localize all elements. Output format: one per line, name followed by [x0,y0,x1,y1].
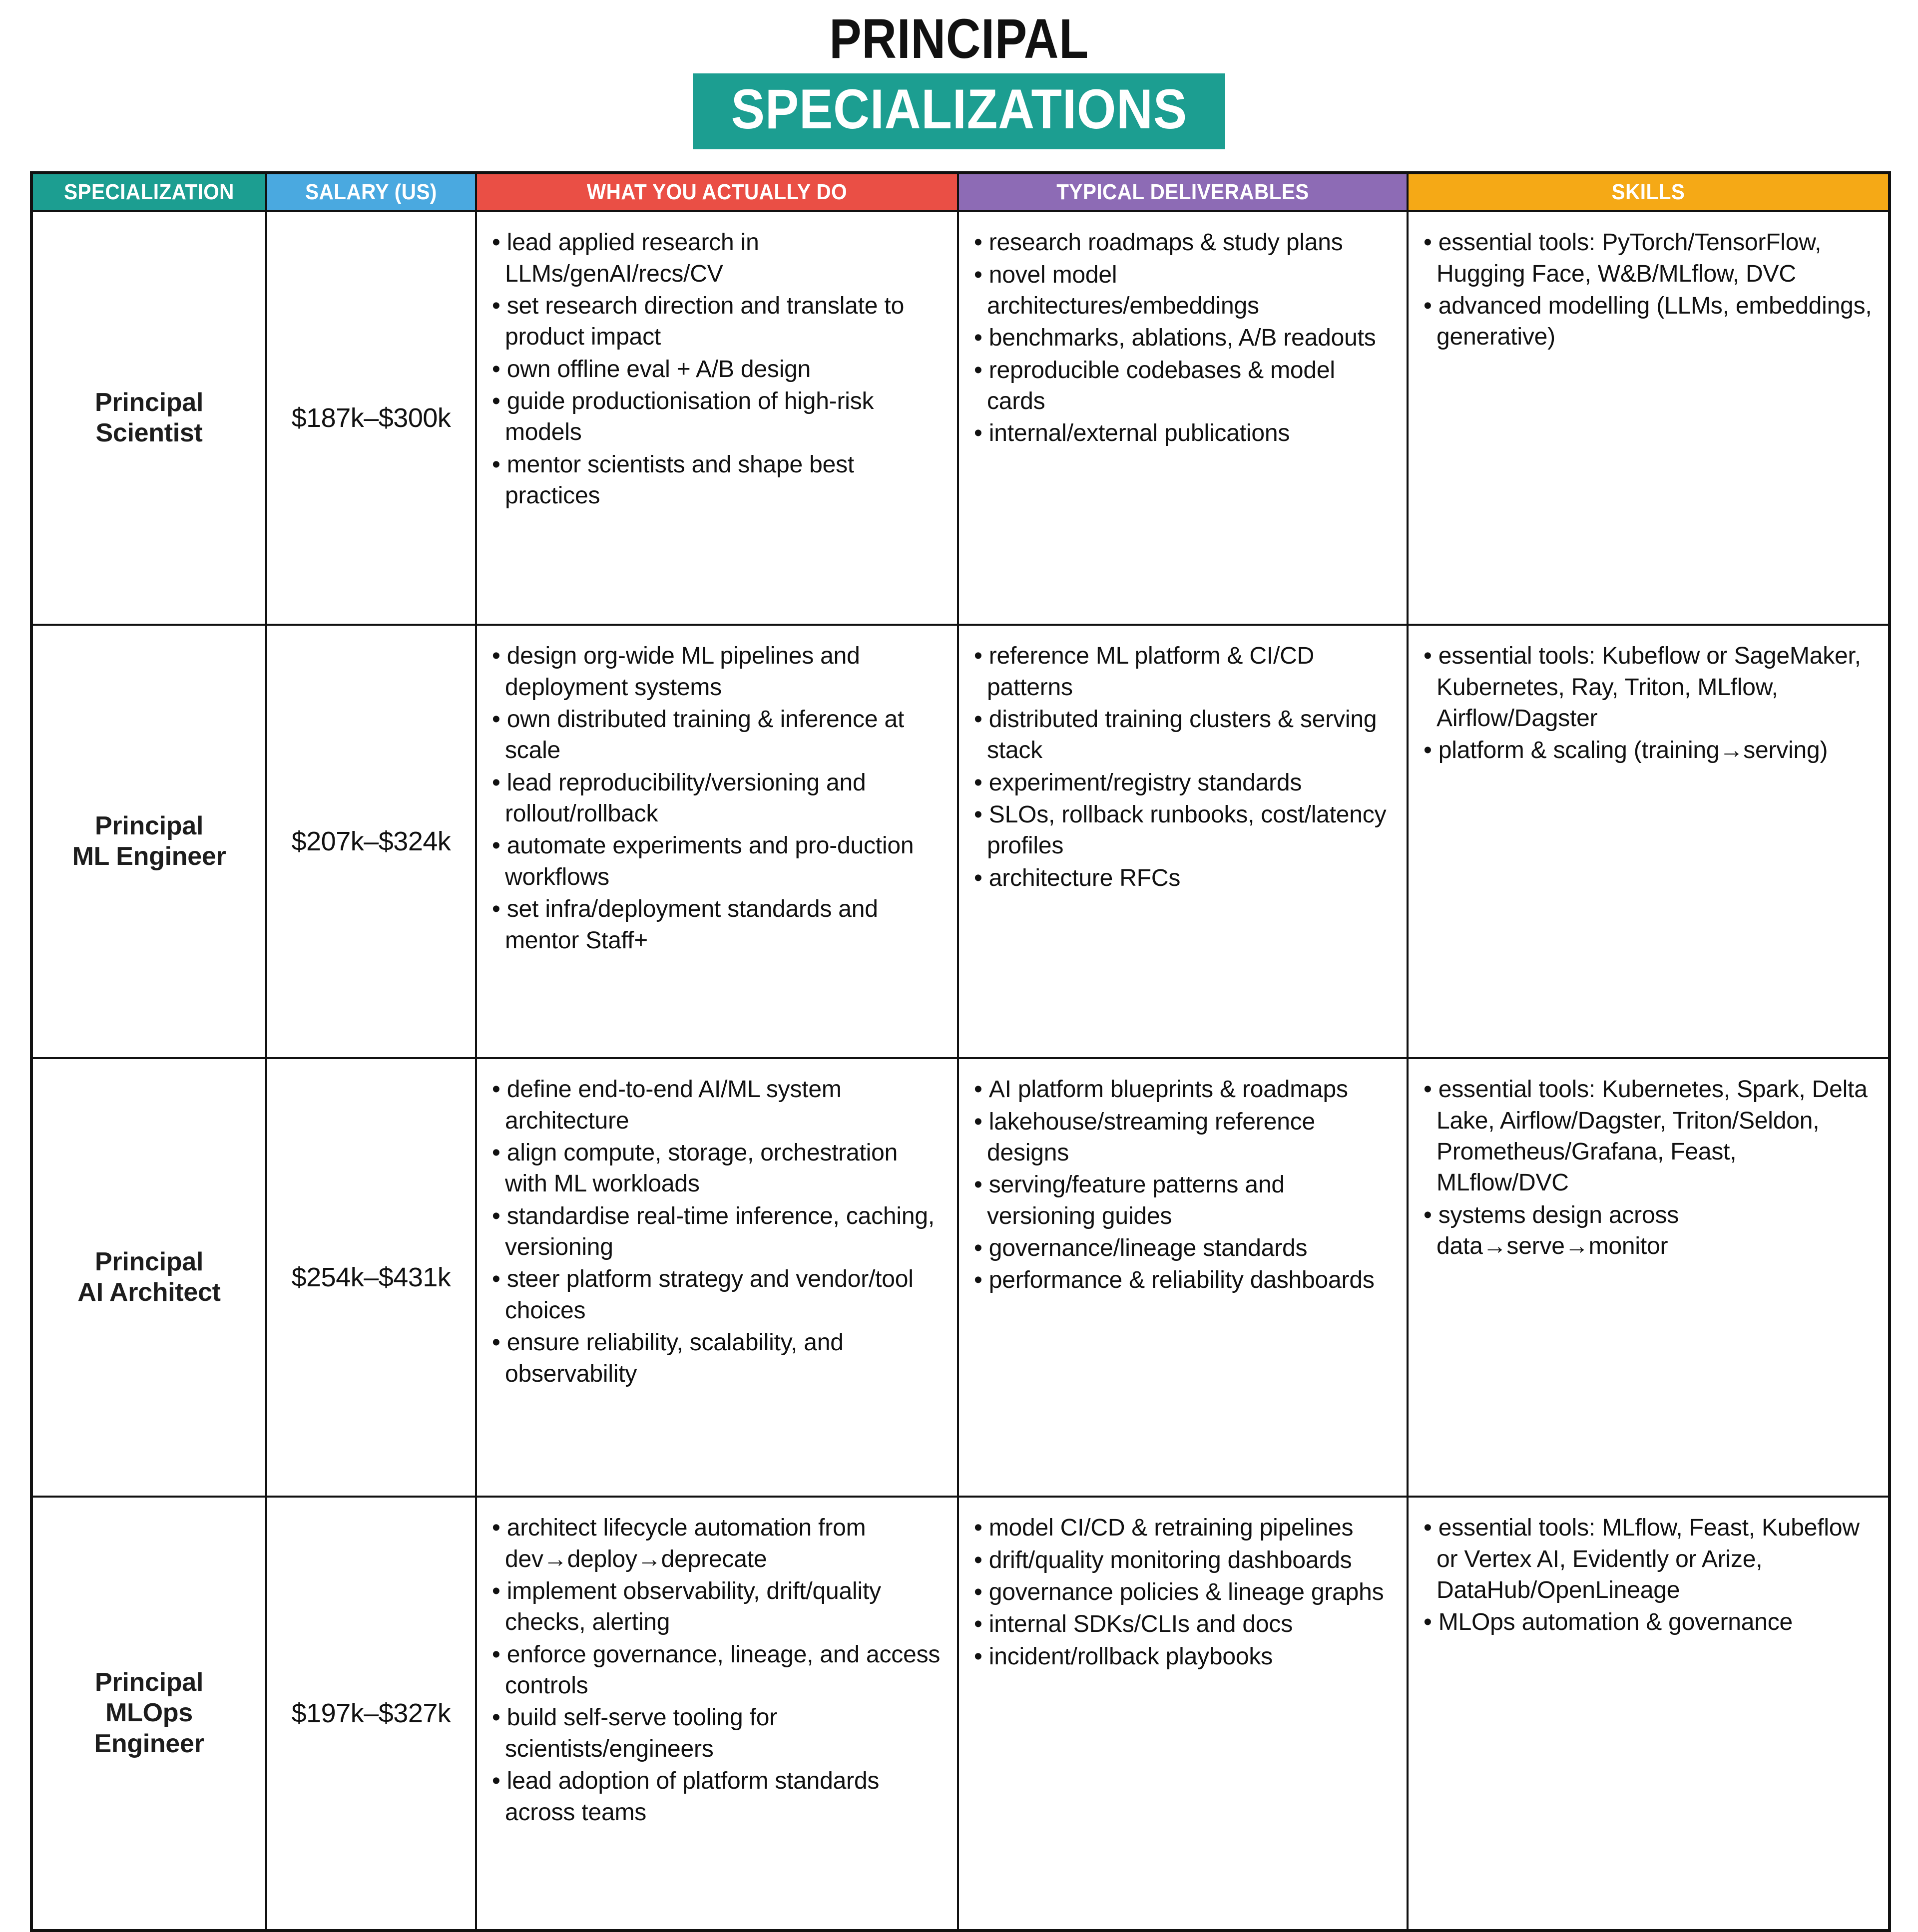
title-block [30,0,1888,149]
header-row [31,173,1890,211]
bullet-item: • SLOs, rollback runbooks, cost/latency profiles [974,799,1392,862]
bullet-item: • enforce governance, lineage, and access controls [492,1639,942,1702]
table-row [31,211,1890,625]
bullet-item: • essential tools: PyTorch/TensorFlow, Hugging Face, W&B/MLflow, DVC [1424,227,1873,290]
cell-skills [1408,1058,1890,1497]
cell-deliverables [958,1058,1408,1497]
bullet-list [1424,227,1873,353]
bullet-list [974,641,1392,894]
bullet-item: • mentor scientists and shape best practices [492,449,942,512]
bullet-item: • internal SDKs/CLIs and docs [974,1609,1392,1640]
cell-salary: $254k–$431k [266,1058,476,1497]
bullet-item: • guide productionisation of high-risk models [492,386,942,448]
cell-skills [1408,625,1890,1058]
bullet-list [1424,641,1873,767]
bullet-item: • experiment/registry standards [974,768,1392,798]
bullet-item: • set infra/deployment standards and mentor Staff+ [492,894,942,956]
bullet-item: • standardise real-time inference, caching, versioning [492,1201,942,1263]
cell-deliverables [958,211,1408,625]
bullet-item: • architect lifecycle automation from dev→deploy→deprecate [492,1513,942,1575]
bullet-item: • reproducible codebases & model cards [974,355,1392,417]
bullet-item: • own distributed training & inference at scale [492,704,942,767]
column-header-what-you-do-label: WHAT YOU ACTUALLY DO [586,180,848,205]
bullet-item: • reference ML platform & CI/CD patterns [974,641,1392,703]
bullet-item: • align compute, storage, orchestration with ML workloads [492,1138,942,1200]
bullet-item: • research roadmaps & study plans [974,227,1392,258]
column-header-deliverables [958,173,1408,211]
bullet-list [492,227,942,512]
table-row [31,1497,1890,1931]
bullet-item: • platform & scaling (training→serving) [1424,735,1873,766]
cell-salary: $207k–$324k [266,625,476,1058]
bullet-item: • essential tools: Kubeflow or SageMaker, Kubernetes, Ray, Triton, MLflow, Airflow/Dagster [1424,641,1873,734]
bullet-list [1424,1513,1873,1638]
bullet-item: • set research direction and translate to product impact [492,291,942,353]
bullet-item: • implement observability, drift/quality checks, alerting [492,1576,942,1638]
bullet-item: • performance & reliability dashboards [974,1265,1392,1296]
bullet-item: • build self-serve tooling for scientists/engineers [492,1702,942,1765]
bullet-list [492,1513,942,1828]
column-header-deliverables-label: TYPICAL DELIVERABLES [1056,180,1309,205]
cell-what-you-do [476,1058,958,1497]
bullet-list [974,227,1392,449]
column-header-skills-label: SKILLS [1611,180,1685,205]
bullet-item: • governance/lineage standards [974,1233,1392,1264]
cell-skills [1408,211,1890,625]
bullet-item: • essential tools: Kubernetes, Spark, Delta Lake, Airflow/Dagster, Triton/Seldon, Prometheus/Grafana, Feast, MLflow/DVC [1424,1074,1873,1199]
bullet-item: • governance policies & lineage graphs [974,1577,1392,1608]
bullet-item: • architecture RFCs [974,863,1392,894]
bullet-list [974,1513,1392,1672]
column-header-specialization-label: SPECIALIZATION [64,180,234,205]
bullet-item: • incident/rollback playbooks [974,1641,1392,1672]
column-header-salary [266,173,476,211]
bullet-item: • AI platform blueprints & roadmaps [974,1074,1392,1105]
bullet-item: • lead reproducibility/versioning and rollout/rollback [492,768,942,830]
column-header-specialization [31,173,266,211]
bullet-item: • model CI/CD & retraining pipelines [974,1513,1392,1544]
page-title-line1: PRINCIPAL [829,7,1089,70]
table-header [31,173,1890,211]
bullet-item: • ensure reliability, scalability, and observability [492,1327,942,1390]
bullet-list [492,641,942,956]
bullet-item: • advanced modelling (LLMs, embeddings, generative) [1424,291,1873,353]
cell-what-you-do [476,1497,958,1931]
cell-salary: $187k–$300k [266,211,476,625]
bullet-item: • steer platform strategy and vendor/tool choices [492,1264,942,1326]
bullet-item: • lead applied research in LLMs/genAI/recs/CV [492,227,942,290]
bullet-item: • lakehouse/streaming reference designs [974,1107,1392,1169]
bullet-item: • design org-wide ML pipelines and deployment systems [492,641,942,703]
bullet-item: • distributed training clusters & serving stack [974,704,1392,767]
cell-specialization: Principal AI Architect [31,1058,266,1497]
cell-specialization: Principal MLOps Engineer [31,1497,266,1931]
cell-deliverables [958,625,1408,1058]
column-header-salary-label: SALARY (US) [305,180,437,205]
bullet-list [1424,1074,1873,1262]
bullet-list [492,1074,942,1390]
page-title-line2 [693,73,1226,149]
specializations-table [30,171,1891,1932]
table-body [31,211,1890,1931]
cell-deliverables [958,1497,1408,1931]
bullet-item: • serving/feature patterns and versioning guides [974,1169,1392,1232]
cell-what-you-do [476,211,958,625]
page-title-line2-text: SPECIALIZATIONS [731,77,1187,140]
bullet-item: • own offline eval + A/B design [492,354,942,385]
table-row [31,1058,1890,1497]
bullet-list [974,1074,1392,1296]
cell-salary: $197k–$327k [266,1497,476,1931]
bullet-item: • drift/quality monitoring dashboards [974,1545,1392,1576]
cell-what-you-do [476,625,958,1058]
bullet-item: • systems design across data→serve→monitor [1424,1200,1873,1262]
bullet-item: • lead adoption of platform standards across teams [492,1766,942,1828]
bullet-item: • benchmarks, ablations, A/B readouts [974,323,1392,354]
column-header-skills [1408,173,1890,211]
page-title-line2-wrap [30,73,1888,149]
bullet-item: • MLOps automation & governance [1424,1607,1873,1638]
cell-specialization: Principal ML Engineer [31,625,266,1058]
table-row [31,625,1890,1058]
cell-skills [1408,1497,1890,1931]
bullet-item: • internal/external publications [974,418,1392,449]
cell-specialization: Principal Scientist [31,211,266,625]
bullet-item: • essential tools: MLflow, Feast, Kubeflow or Vertex AI, Evidently or Arize, DataHub/OpenLineage [1424,1513,1873,1606]
bullet-item: • define end-to-end AI/ML system architecture [492,1074,942,1137]
bullet-item: • automate experiments and pro-duction workflows [492,830,942,893]
column-header-what-you-do [476,173,958,211]
bullet-item: • novel model architectures/embeddings [974,260,1392,322]
